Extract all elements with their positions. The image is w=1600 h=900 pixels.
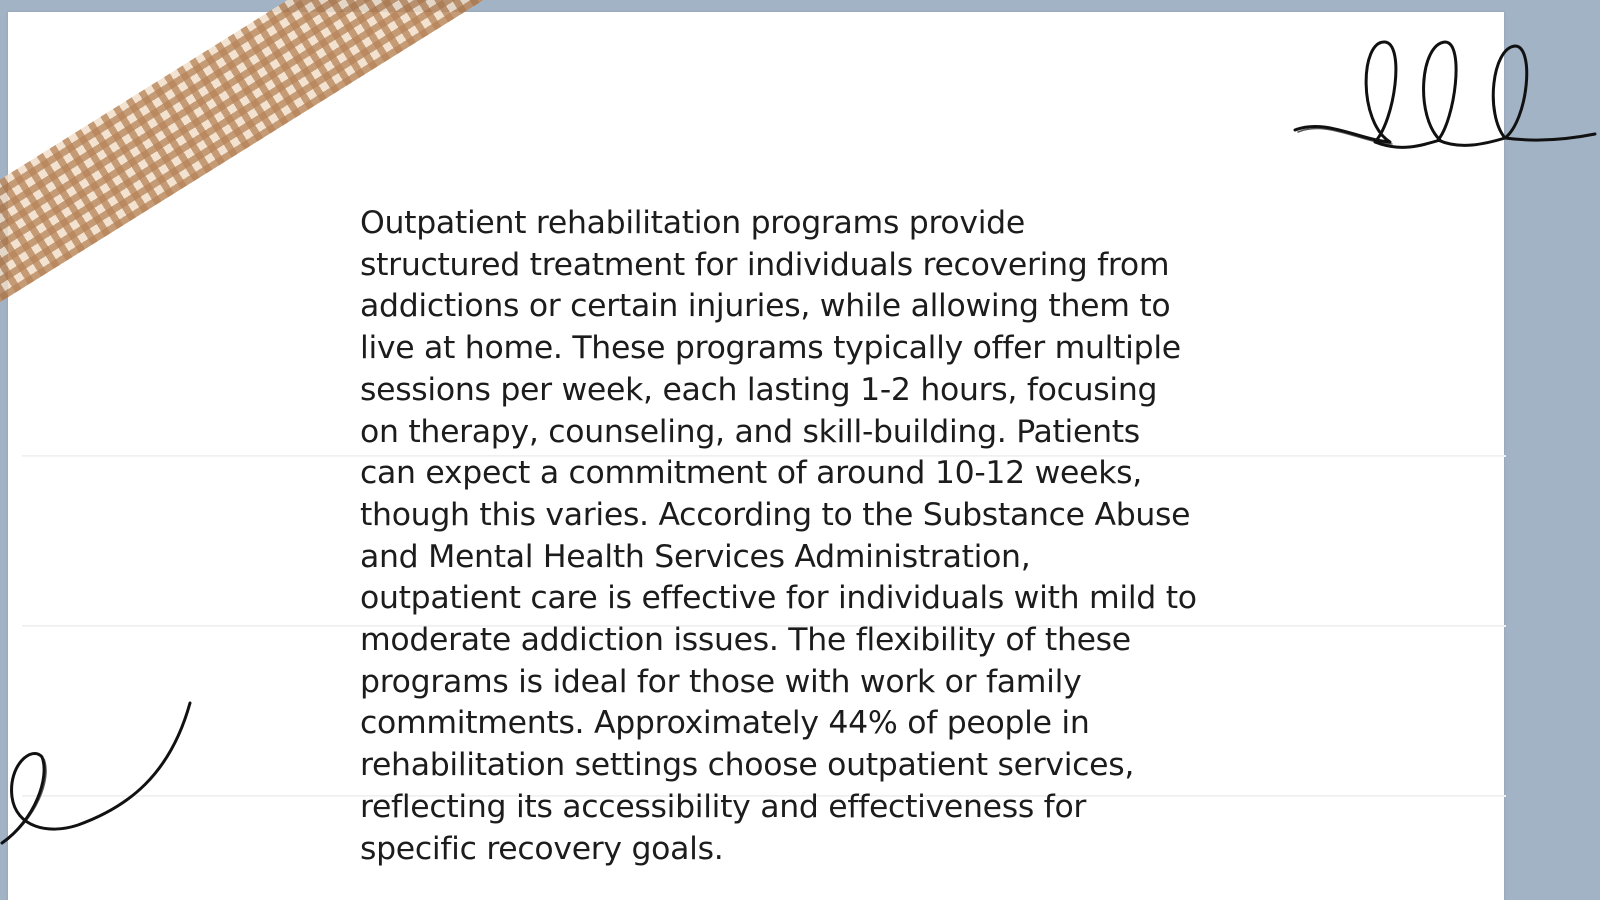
paragraph-line: and Mental Health Services Administration, xyxy=(360,538,1031,575)
paragraph-line: outpatient care is effective for individuals with mild to xyxy=(360,580,1197,617)
paragraph-line: structured treatment for individuals recovering from xyxy=(360,246,1170,283)
paragraph-line: sessions per week, each lasting 1-2 hours, focusing xyxy=(360,371,1158,408)
paragraph-line: though this varies. According to the Substance Abuse xyxy=(360,496,1191,533)
paragraph-line: programs is ideal for those with work or family xyxy=(360,663,1082,700)
paragraph-line: specific recovery goals. xyxy=(360,830,724,867)
loop-squiggle-doodle xyxy=(1290,30,1600,165)
paragraph-line: rehabilitation settings choose outpatient services, xyxy=(360,747,1135,784)
paragraph-line: moderate addiction issues. The flexibility of these xyxy=(360,622,1131,659)
paragraph-line: addictions or certain injuries, while allowing them to xyxy=(360,288,1171,325)
body-paragraph xyxy=(360,203,1260,870)
paragraph-line: live at home. These programs typically offer multiple xyxy=(360,330,1181,367)
paragraph-line: on therapy, counseling, and skill-building. Patients xyxy=(360,413,1140,450)
paragraph-line: reflecting its accessibility and effectiveness for xyxy=(360,788,1087,825)
paragraph-line: can expect a commitment of around 10-12 weeks, xyxy=(360,455,1142,492)
paragraph-line: Outpatient rehabilitation programs provide xyxy=(360,205,1025,241)
loop-swoosh-doodle xyxy=(0,695,200,850)
paragraph-line: commitments. Approximately 44% of people in xyxy=(360,705,1090,742)
